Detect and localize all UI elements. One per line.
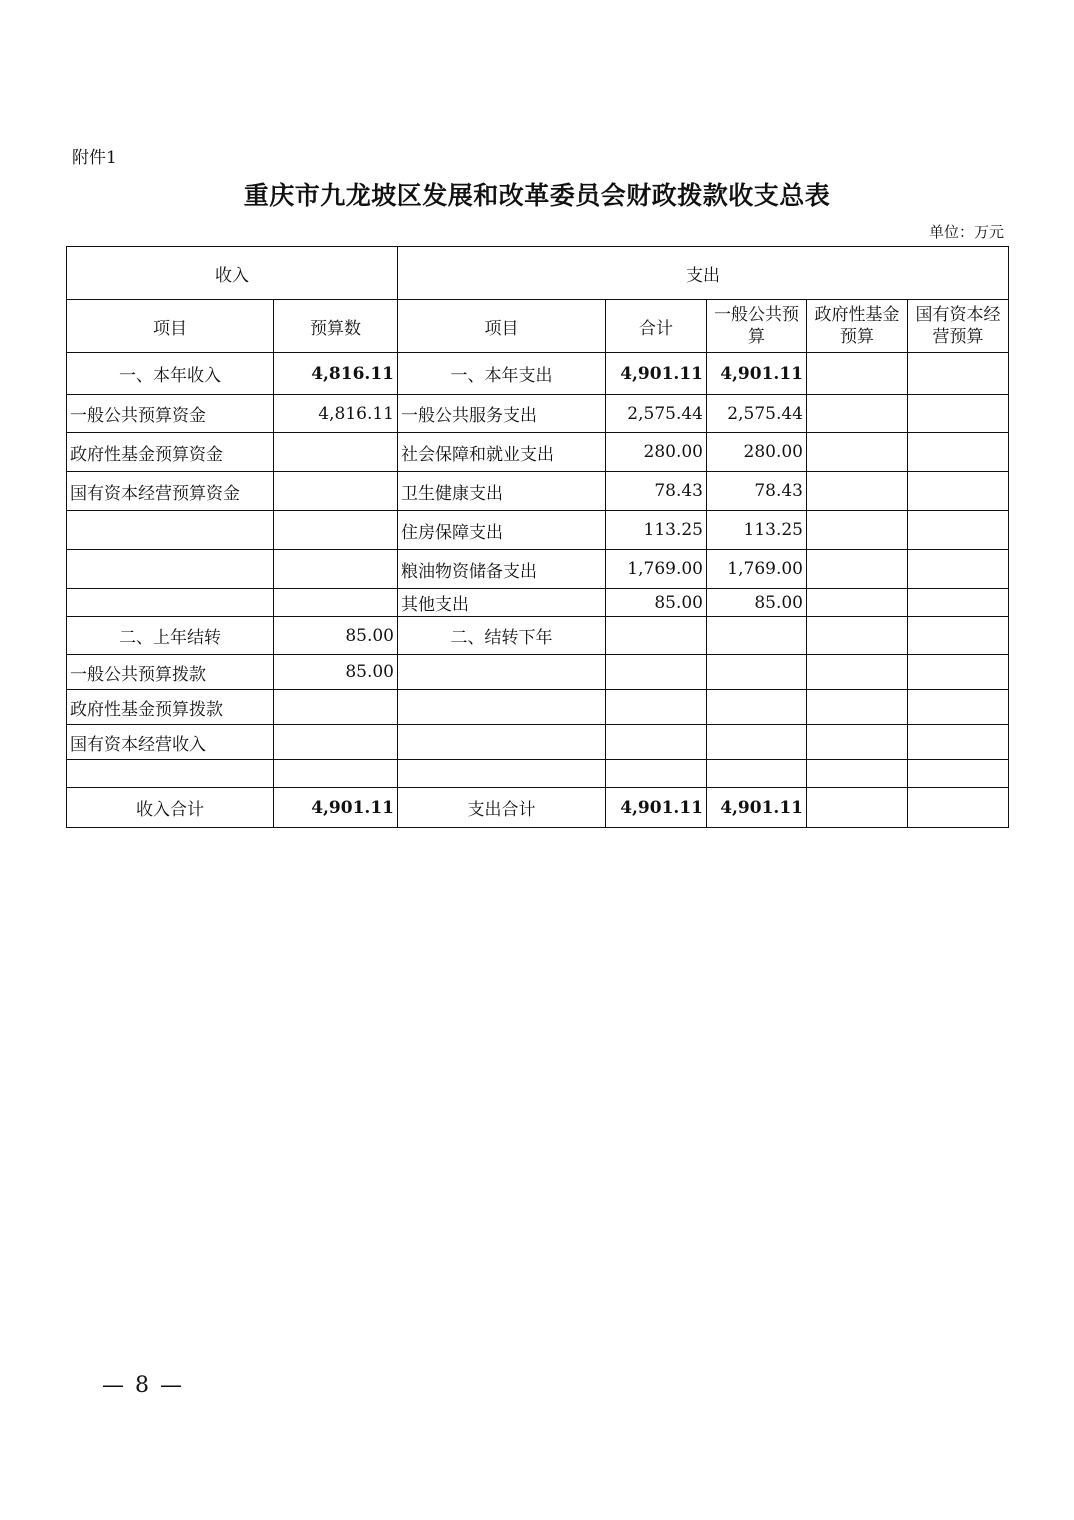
table-row (67, 725, 1009, 760)
table-row (67, 550, 1009, 589)
expense-item-cell: 粮油物资储备支出 (398, 550, 606, 589)
expense-item-cell (398, 655, 606, 690)
expense-fund-total (807, 788, 908, 828)
income-item-cell: 政府性基金预算拨款 (67, 690, 274, 725)
table-row (67, 353, 1009, 395)
unit-label: 单位：万元 (928, 223, 1004, 241)
budget-table (66, 246, 1009, 828)
expense-total-cell (606, 690, 707, 725)
table-row (67, 760, 1009, 788)
expense-total-cell: 113.25 (606, 511, 707, 550)
expense-total-header: 合计 (606, 300, 707, 353)
expense-total-label: 支出合计 (398, 788, 606, 828)
expense-item-header: 项目 (398, 300, 606, 353)
table-row (67, 690, 1009, 725)
expense-item-cell (398, 760, 606, 788)
income-amount-cell (274, 511, 398, 550)
expense-fund-cell (807, 725, 908, 760)
expense-capital-total (908, 788, 1009, 828)
expense-capital-cell (908, 760, 1009, 788)
expense-total-cell (606, 655, 707, 690)
expense-item-cell: 卫生健康支出 (398, 472, 606, 511)
expense-total-cell: 78.43 (606, 472, 707, 511)
expense-total-cell: 85.00 (606, 589, 707, 617)
expense-capital-cell (908, 589, 1009, 617)
state-capital-header: 国有资本经营预算 (908, 300, 1009, 353)
expense-fund-cell (807, 690, 908, 725)
income-item-cell (67, 589, 274, 617)
expense-fund-cell (807, 655, 908, 690)
expense-total-cell: 1,769.00 (606, 550, 707, 589)
general-public-header: 一般公共预算 (707, 300, 807, 353)
income-item-cell: 一、本年收入 (67, 353, 274, 395)
expense-general-cell (707, 690, 807, 725)
expense-general-total: 4,901.11 (707, 788, 807, 828)
expense-capital-cell (908, 353, 1009, 395)
expense-item-cell: 一般公共服务支出 (398, 395, 606, 433)
gov-fund-header: 政府性基金预算 (807, 300, 908, 353)
expense-total-cell: 2,575.44 (606, 395, 707, 433)
expense-general-cell (707, 725, 807, 760)
attachment-label: 附件1 (72, 148, 117, 168)
table-row (67, 395, 1009, 433)
income-amount-cell (274, 433, 398, 472)
page-number: — 8 — (102, 1373, 184, 1398)
income-amount-cell (274, 472, 398, 511)
expense-capital-cell (908, 550, 1009, 589)
expense-general-cell: 280.00 (707, 433, 807, 472)
expense-fund-cell (807, 617, 908, 655)
expense-general-cell: 78.43 (707, 472, 807, 511)
expense-total-amount: 4,901.11 (606, 788, 707, 828)
income-item-cell: 政府性基金预算资金 (67, 433, 274, 472)
income-item-cell (67, 550, 274, 589)
expense-total-cell (606, 617, 707, 655)
income-amount-cell (274, 725, 398, 760)
expense-capital-cell (908, 690, 1009, 725)
income-amount-cell: 85.00 (274, 655, 398, 690)
expense-general-cell (707, 617, 807, 655)
expense-general-cell: 2,575.44 (707, 395, 807, 433)
expense-header: 支出 (398, 247, 1009, 300)
expense-capital-cell (908, 725, 1009, 760)
income-item-cell: 一般公共预算资金 (67, 395, 274, 433)
expense-general-cell (707, 760, 807, 788)
expense-general-cell: 1,769.00 (707, 550, 807, 589)
income-total-label: 收入合计 (67, 788, 274, 828)
expense-total-cell: 280.00 (606, 433, 707, 472)
income-item-cell: 一般公共预算拨款 (67, 655, 274, 690)
expense-fund-cell (807, 511, 908, 550)
expense-capital-cell (908, 655, 1009, 690)
income-amount-cell (274, 760, 398, 788)
table-row (67, 617, 1009, 655)
expense-item-cell: 二、结转下年 (398, 617, 606, 655)
expense-item-cell: 社会保障和就业支出 (398, 433, 606, 472)
expense-total-cell: 4,901.11 (606, 353, 707, 395)
expense-total-cell (606, 760, 707, 788)
income-item-cell: 国有资本经营收入 (67, 725, 274, 760)
expense-fund-cell (807, 433, 908, 472)
income-item-header: 项目 (67, 300, 274, 353)
expense-item-cell (398, 690, 606, 725)
expense-item-cell: 一、本年支出 (398, 353, 606, 395)
expense-item-cell: 其他支出 (398, 589, 606, 617)
income-amount-cell (274, 589, 398, 617)
expense-general-cell: 85.00 (707, 589, 807, 617)
table-row (67, 433, 1009, 472)
expense-fund-cell (807, 472, 908, 511)
income-item-cell: 国有资本经营预算资金 (67, 472, 274, 511)
expense-fund-cell (807, 395, 908, 433)
income-budget-header: 预算数 (274, 300, 398, 353)
income-header: 收入 (67, 247, 398, 300)
expense-item-cell (398, 725, 606, 760)
expense-capital-cell (908, 617, 1009, 655)
income-item-cell (67, 760, 274, 788)
page-title: 重庆市九龙坡区发展和改革委员会财政拨款收支总表 (243, 181, 831, 210)
table-row (67, 655, 1009, 690)
income-amount-cell: 85.00 (274, 617, 398, 655)
expense-capital-cell (908, 472, 1009, 511)
expense-fund-cell (807, 550, 908, 589)
income-amount-cell: 4,816.11 (274, 353, 398, 395)
income-item-cell: 二、上年结转 (67, 617, 274, 655)
income-amount-cell (274, 690, 398, 725)
expense-general-cell: 4,901.11 (707, 353, 807, 395)
expense-capital-cell (908, 433, 1009, 472)
expense-general-cell: 113.25 (707, 511, 807, 550)
income-item-cell (67, 511, 274, 550)
table-row (67, 511, 1009, 550)
expense-fund-cell (807, 353, 908, 395)
expense-general-cell (707, 655, 807, 690)
expense-capital-cell (908, 395, 1009, 433)
expense-fund-cell (807, 589, 908, 617)
expense-item-cell: 住房保障支出 (398, 511, 606, 550)
income-amount-cell (274, 550, 398, 589)
table-row (67, 472, 1009, 511)
table-row (67, 589, 1009, 617)
expense-total-cell (606, 725, 707, 760)
income-total-amount: 4,901.11 (274, 788, 398, 828)
expense-capital-cell (908, 511, 1009, 550)
expense-fund-cell (807, 760, 908, 788)
income-amount-cell: 4,816.11 (274, 395, 398, 433)
